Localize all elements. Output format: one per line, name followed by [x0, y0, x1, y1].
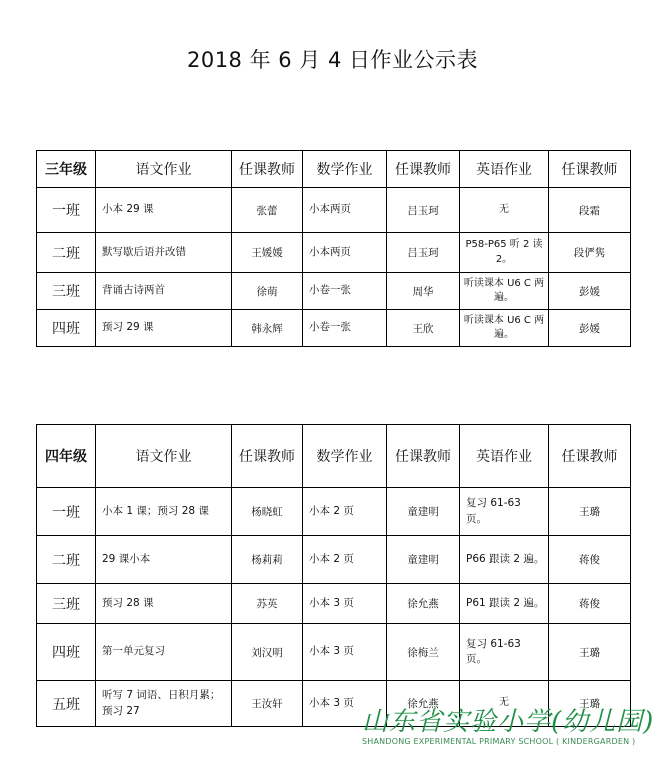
teacher-cell: 徐允燕	[387, 681, 460, 727]
table-row	[37, 584, 631, 624]
grade4-homework-table	[36, 424, 631, 727]
english-homework-cell: 听读课本 U6 C 两遍。	[460, 310, 549, 347]
english-homework-cell: P61 跟读 2 遍。	[460, 584, 549, 624]
teacher-cell: 韩永辉	[232, 310, 303, 347]
teacher-cell: 段俨隽	[549, 233, 631, 273]
class-cell: 四班	[37, 624, 96, 681]
math-homework-cell: 小本 2 页	[303, 536, 387, 584]
school-watermark-logo	[362, 708, 662, 746]
header-english-homework: 英语作业	[460, 425, 549, 488]
teacher-cell: 王汝轩	[232, 681, 303, 727]
math-homework-cell: 小本 3 页	[303, 584, 387, 624]
chinese-homework-cell: 第一单元复习	[96, 624, 232, 681]
chinese-homework-cell: 小本 1 课；预习 28 课	[96, 488, 232, 536]
math-homework-cell: 小本 3 页	[303, 624, 387, 681]
table-row	[37, 488, 631, 536]
table-row	[37, 188, 631, 233]
teacher-cell: 吕玉珂	[387, 188, 460, 233]
header-grade: 四年级	[37, 425, 96, 488]
header-teacher: 任课教师	[232, 151, 303, 188]
header-chinese-homework: 语文作业	[96, 151, 232, 188]
teacher-cell: 童建明	[387, 488, 460, 536]
teacher-cell: 蒋俊	[549, 536, 631, 584]
math-homework-cell: 小本两页	[303, 188, 387, 233]
teacher-cell: 徐允燕	[387, 584, 460, 624]
header-teacher: 任课教师	[232, 425, 303, 488]
table-row	[37, 624, 631, 681]
teacher-cell: 王璐	[549, 488, 631, 536]
header-math-homework: 数学作业	[303, 425, 387, 488]
teacher-cell: 童建明	[387, 536, 460, 584]
math-homework-cell: 小本两页	[303, 233, 387, 273]
teacher-cell: 杨莉莉	[232, 536, 303, 584]
english-homework-cell: 无	[460, 681, 549, 727]
header-teacher: 任课教师	[387, 151, 460, 188]
teacher-cell: 苏英	[232, 584, 303, 624]
english-homework-cell: P66 跟读 2 遍。	[460, 536, 549, 584]
header-math-homework: 数学作业	[303, 151, 387, 188]
header-english-homework: 英语作业	[460, 151, 549, 188]
teacher-cell: 王媛媛	[232, 233, 303, 273]
teacher-cell: 徐梅兰	[387, 624, 460, 681]
teacher-cell: 彭媛	[549, 310, 631, 347]
teacher-cell: 杨晓虹	[232, 488, 303, 536]
english-homework-cell: 复习 61-63 页。	[460, 488, 549, 536]
teacher-cell: 王璐	[549, 681, 631, 727]
teacher-cell: 彭媛	[549, 273, 631, 310]
math-homework-cell: 小本 2 页	[303, 488, 387, 536]
header-teacher: 任课教师	[549, 151, 631, 188]
teacher-cell: 周华	[387, 273, 460, 310]
english-homework-cell: 听读课本 U6 C 两遍。	[460, 273, 549, 310]
table-header-row	[37, 151, 631, 188]
class-cell: 二班	[37, 233, 96, 273]
header-teacher: 任课教师	[387, 425, 460, 488]
teacher-cell: 刘汉明	[232, 624, 303, 681]
chinese-homework-cell: 背诵古诗两首	[96, 273, 232, 310]
table-row	[37, 273, 631, 310]
teacher-cell: 吕玉珂	[387, 233, 460, 273]
teacher-cell: 蒋俊	[549, 584, 631, 624]
math-homework-cell: 小本 3 页	[303, 681, 387, 727]
math-homework-cell: 小卷一张	[303, 310, 387, 347]
header-teacher: 任课教师	[549, 425, 631, 488]
class-cell: 四班	[37, 310, 96, 347]
table-header-row	[37, 425, 631, 488]
grade3-homework-table	[36, 150, 631, 347]
chinese-homework-cell: 29 课小本	[96, 536, 232, 584]
teacher-cell: 段霜	[549, 188, 631, 233]
teacher-cell: 王欣	[387, 310, 460, 347]
watermark-chinese-text: 山东省实验小学(幼儿园)	[362, 707, 655, 737]
english-homework-cell: 复习 61-63 页。	[460, 624, 549, 681]
chinese-homework-cell: 听写 7 词语、日积月累；预习 27	[96, 681, 232, 727]
class-cell: 二班	[37, 536, 96, 584]
teacher-cell: 张蕾	[232, 188, 303, 233]
math-homework-cell: 小卷一张	[303, 273, 387, 310]
class-cell: 一班	[37, 488, 96, 536]
class-cell: 三班	[37, 273, 96, 310]
chinese-homework-cell: 小本 29 课	[96, 188, 232, 233]
chinese-homework-cell: 预习 29 课	[96, 310, 232, 347]
chinese-homework-cell: 默写歇后语并改错	[96, 233, 232, 273]
class-cell: 五班	[37, 681, 96, 727]
teacher-cell: 王璐	[549, 624, 631, 681]
teacher-cell: 徐萌	[232, 273, 303, 310]
page-title: 2018 年 6 月 4 日作业公示表	[186, 48, 479, 72]
table-row	[37, 536, 631, 584]
watermark-english-text: SHANDONG EXPERIMENTAL PRIMARY SCHOOL ( KINDERGARDEN )	[362, 737, 636, 746]
english-homework-cell: 无	[460, 188, 549, 233]
header-chinese-homework: 语文作业	[96, 425, 232, 488]
table-row	[37, 233, 631, 273]
class-cell: 三班	[37, 584, 96, 624]
english-homework-cell: P58-P65 听 2 读 2。	[460, 233, 549, 273]
class-cell: 一班	[37, 188, 96, 233]
table-row	[37, 310, 631, 347]
header-grade: 三年级	[37, 151, 96, 188]
chinese-homework-cell: 预习 28 课	[96, 584, 232, 624]
